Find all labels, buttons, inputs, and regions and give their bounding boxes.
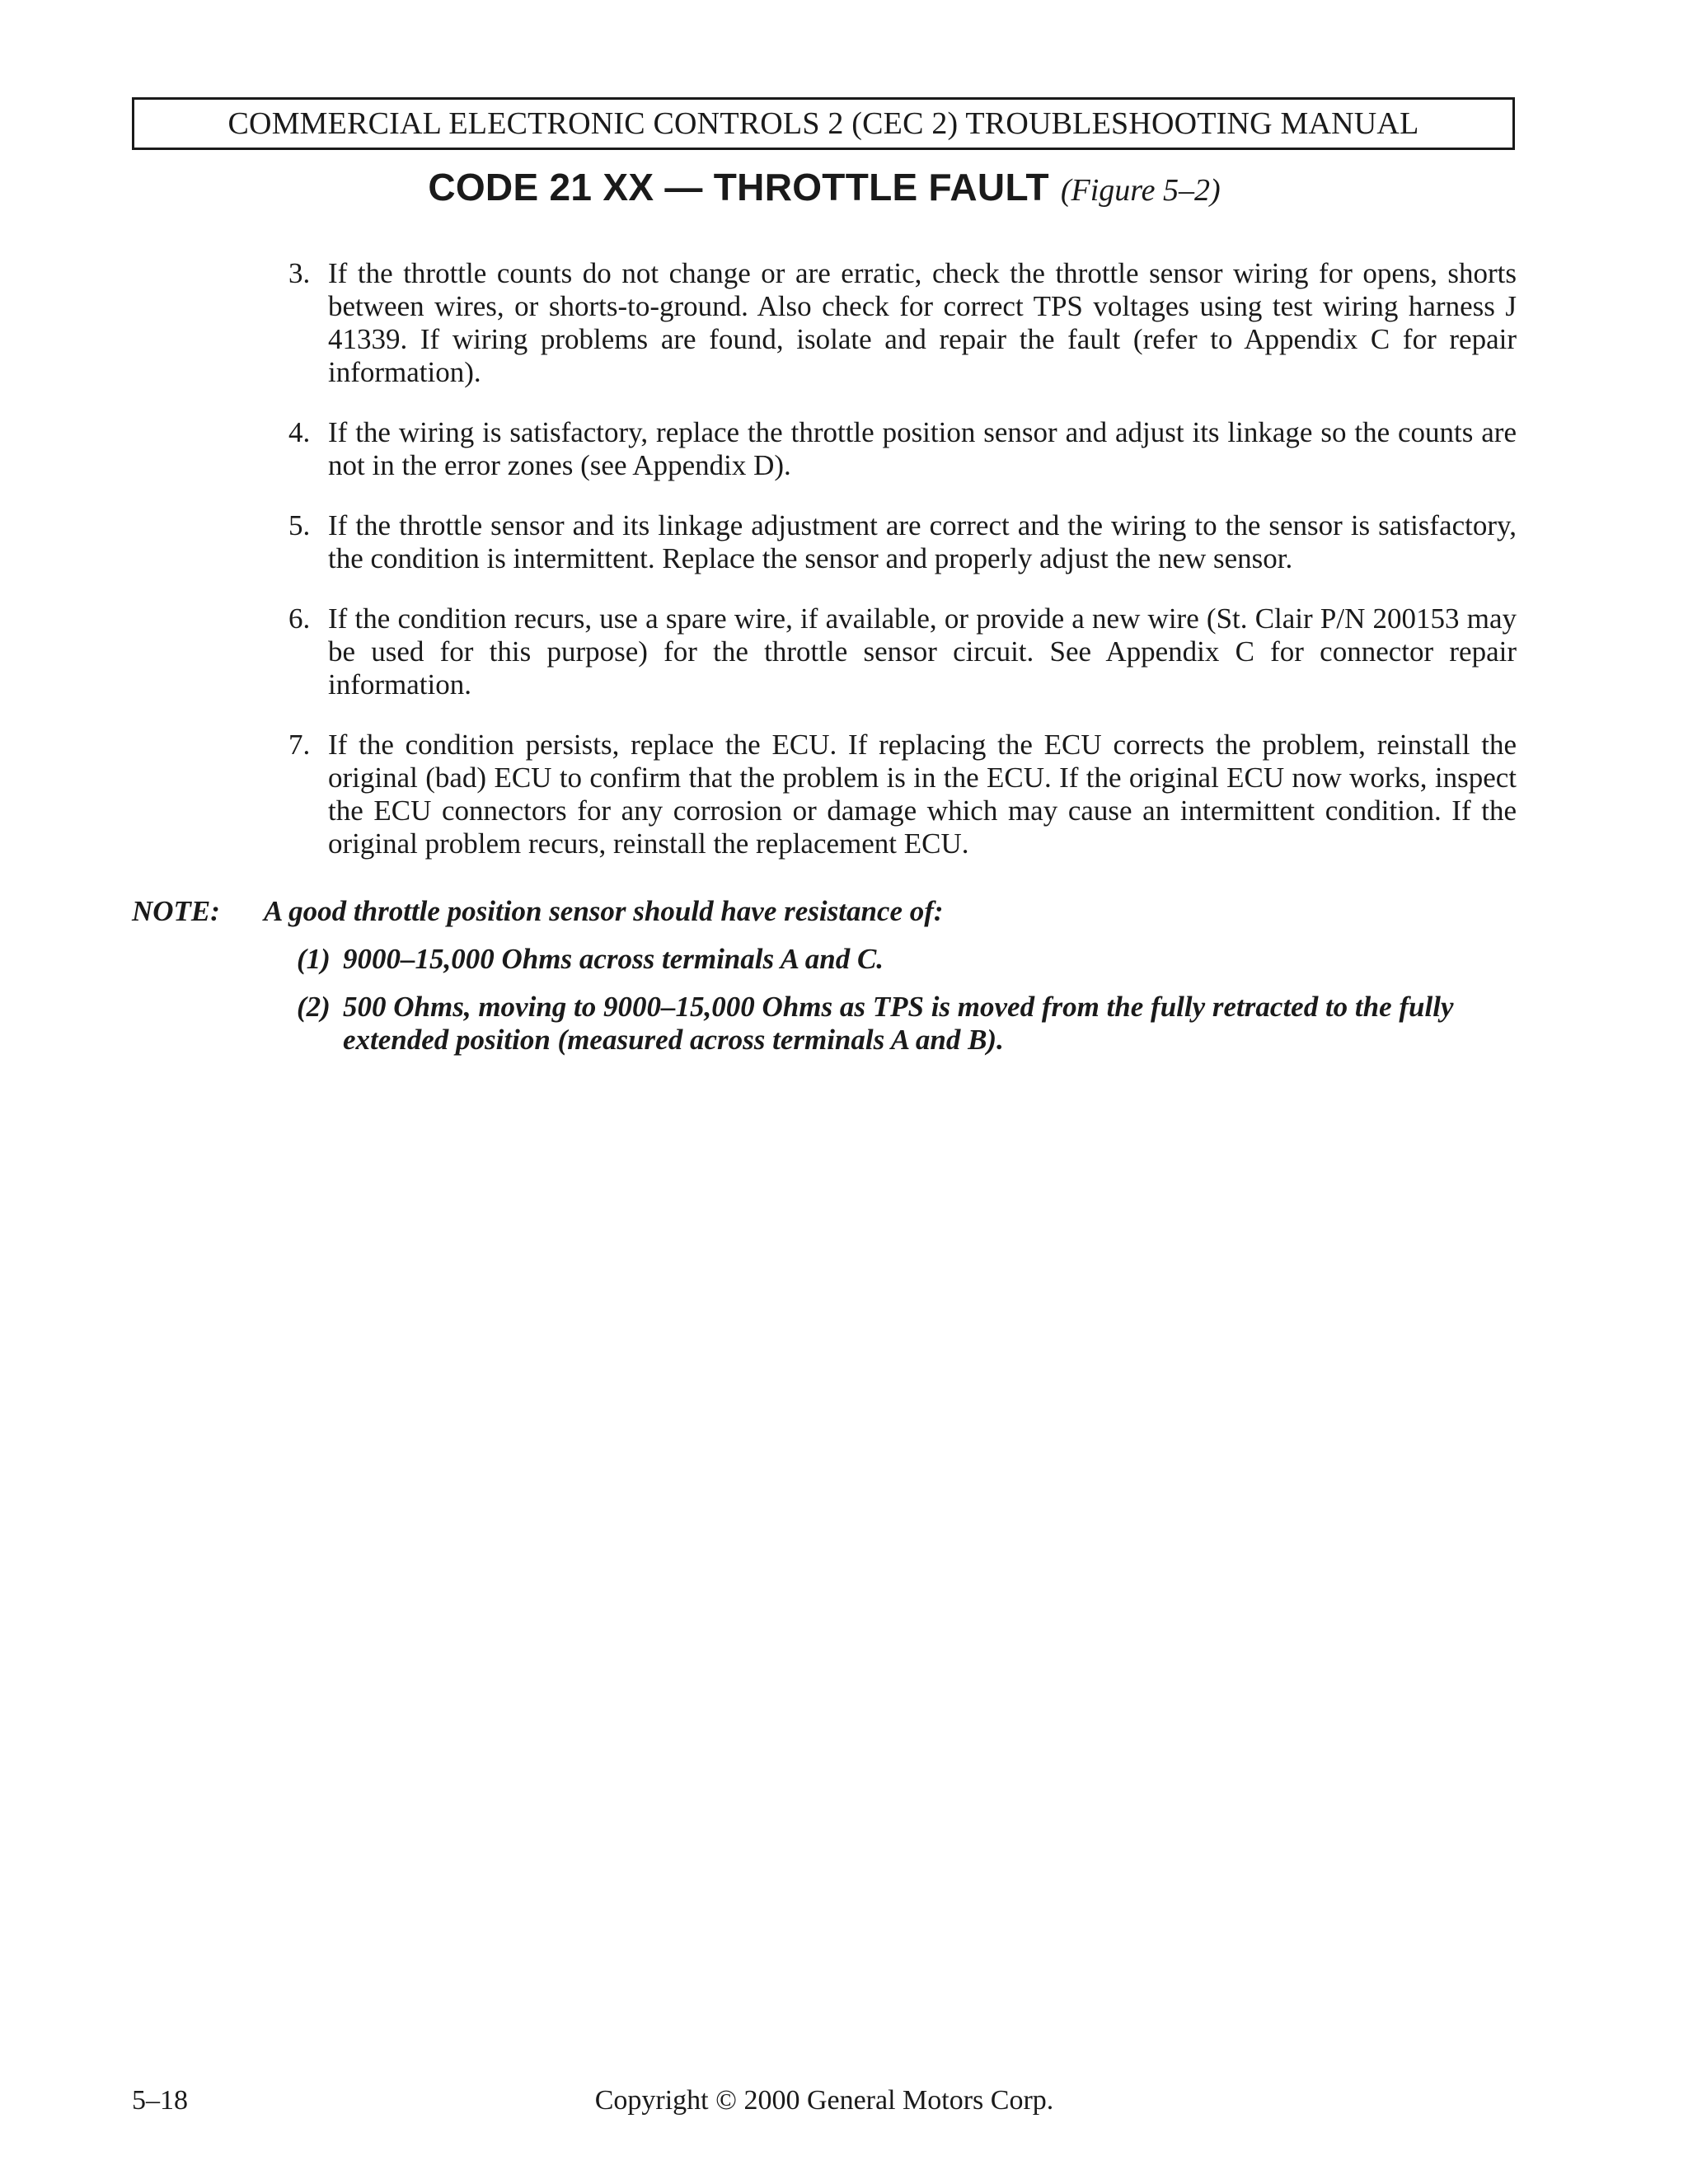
- step-item: [288, 729, 1517, 860]
- fault-code-title: CODE 21 XX — THROTTLE FAULT: [428, 166, 1049, 209]
- figure-reference: (Figure 5–2): [1060, 173, 1221, 208]
- step-text: If the condition recurs, use a spare wire, if available, or provide a new wire (St. Clair P/N 200153 may be used for this purpose) for the throttle sensor circuit. See Appendix C for connector repair information.: [328, 602, 1517, 701]
- note-list: [297, 943, 1517, 1057]
- note-item-text: 500 Ohms, moving to 9000–15,000 Ohms as TPS is moved from the fully retracted to the fully extended position (measured across terminals A and B).: [343, 991, 1454, 1056]
- step-number: 7.: [288, 729, 311, 761]
- page-number: 5–18: [132, 2085, 188, 2116]
- step-item: [288, 257, 1517, 389]
- procedure-steps: [288, 257, 1517, 888]
- step-item: [288, 416, 1517, 482]
- running-header: [132, 97, 1515, 150]
- note-block: [132, 895, 1517, 1071]
- note-item-number: (1): [297, 943, 331, 975]
- step-number: 6.: [288, 602, 311, 635]
- step-item: [288, 602, 1517, 701]
- note-item-number: (2): [297, 991, 331, 1023]
- step-text: If the wiring is satisfactory, replace the throttle position sensor and adjust its linkage so the counts are not in the error zones (see Appendix D).: [328, 416, 1517, 481]
- note-list-item: [297, 991, 1517, 1057]
- running-title: COMMERCIAL ELECTRONIC CONTROLS 2 (CEC 2) TROUBLESHOOTING MANUAL: [227, 106, 1419, 141]
- step-number: 4.: [288, 416, 311, 448]
- copyright-notice: Copyright © 2000 General Motors Corp.: [594, 2085, 1054, 2116]
- step-number: 3.: [288, 257, 311, 289]
- note-item-text: 9000–15,000 Ohms across terminals A and C.: [343, 943, 884, 975]
- step-text: If the throttle counts do not change or are erratic, check the throttle sensor wiring for opens, shorts between wires, or shorts-to-ground. Also check for correct TPS voltages using test wiring harness J 41339. If wiring problems are found, isolate and repair the fault (refer to Appendix C for repair information).: [328, 257, 1517, 388]
- note-text: A good throttle position sensor should have resistance of:: [264, 895, 944, 927]
- step-text: If the throttle sensor and its linkage adjustment are correct and the wiring to the sensor is satisfactory, the condition is intermittent. Replace the sensor and properly adjust the new sensor.: [328, 509, 1517, 574]
- step-item: [288, 509, 1517, 575]
- step-number: 5.: [288, 509, 311, 541]
- note-label: NOTE:: [132, 895, 220, 927]
- note-heading: [132, 895, 1517, 928]
- step-text: If the condition persists, replace the ECU. If replacing the ECU corrects the problem, reinstall the original (bad) ECU to confirm that the problem is in the ECU. If the original ECU now works, inspect the ECU connectors for any corrosion or damage which may cause an intermittent condition. If the original problem recurs, reinstall the replacement ECU.: [328, 729, 1517, 860]
- page-title: [0, 165, 1648, 209]
- note-list-item: [297, 943, 1517, 976]
